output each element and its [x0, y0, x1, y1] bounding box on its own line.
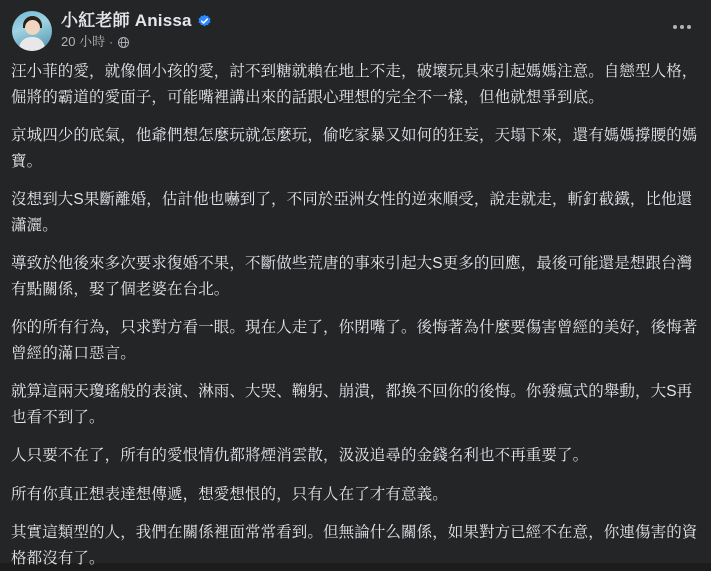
post-body: [0, 55, 711, 571]
verified-badge-icon: [197, 14, 212, 29]
post-paragraph: 京城四少的底氣，他爺們想怎麼玩就怎麼玩，偷吃家暴又如何的狂妄，天塌下來，還有媽媽撐腰的媽寶。: [11, 127, 698, 170]
author-name-row: [61, 11, 212, 31]
post-author-block: [61, 10, 212, 50]
post-meta-row: [61, 34, 212, 50]
post-header: [0, 0, 711, 55]
avatar[interactable]: [12, 11, 52, 51]
post-paragraph: 所有你真正想表達想傳遞，想愛想恨的，只有人在了才有意義。: [11, 485, 448, 503]
author-name[interactable]: 小紅老師 Anissa: [61, 11, 192, 30]
post-paragraph: 人只要不在了，所有的愛恨情仇都將煙消雲散，汲汲追尋的金錢名利也不再重要了。: [11, 447, 589, 464]
ellipsis-dot: [673, 25, 677, 29]
post-paragraph: 其實這類型的人，我們在關係裡面常常看到。但無論什么關係，如果對方已經不在意，你連傷害的資格都沒有了。: [11, 524, 698, 567]
post-paragraph: 汪小菲的愛，就像個小孩的愛，討不到糖就賴在地上不走，破壞玩具來引起媽媽注意。自戀型人格，倔將的霸道的愛面子，可能嘴裡講出來的話跟心理想的完全不一樣，但他就想爭到底。: [11, 63, 698, 106]
ellipsis-dot: [687, 25, 691, 29]
meta-separator: ·: [109, 35, 114, 49]
post-timestamp[interactable]: 20 小時: [61, 34, 106, 49]
post-paragraph: 你的所有行為，只求對方看一眼。現在人走了，你閉嘴了。後悔著為什麼要傷害曾經的美好，後悔著曾經的滿口惡言。: [11, 319, 698, 362]
post-paragraph: 沒想到大S果斷離婚，估計他也嚇到了，不同於亞洲女性的逆來順受，說走就走，斬釘截鐵，比他還瀟灑。: [11, 191, 693, 234]
globe-icon[interactable]: [117, 36, 130, 49]
avatar-body: [19, 37, 45, 51]
post-paragraph: 就算這兩天瓊瑤般的表演、淋雨、大哭、鞠躬、崩潰，都換不回你的後悔。你發瘋式的舉動，大S再也看不到了。: [11, 383, 693, 426]
avatar-face: [25, 20, 40, 35]
ellipsis-dot: [680, 25, 684, 29]
post-paragraph: 導致於他後來多次要求復婚不果，不斷做些荒唐的事來引起大S更多的回應，最後可能還是想跟台灣有點關係，娶了個老婆在台北。: [11, 255, 693, 298]
ellipsis-icon[interactable]: [667, 14, 697, 40]
